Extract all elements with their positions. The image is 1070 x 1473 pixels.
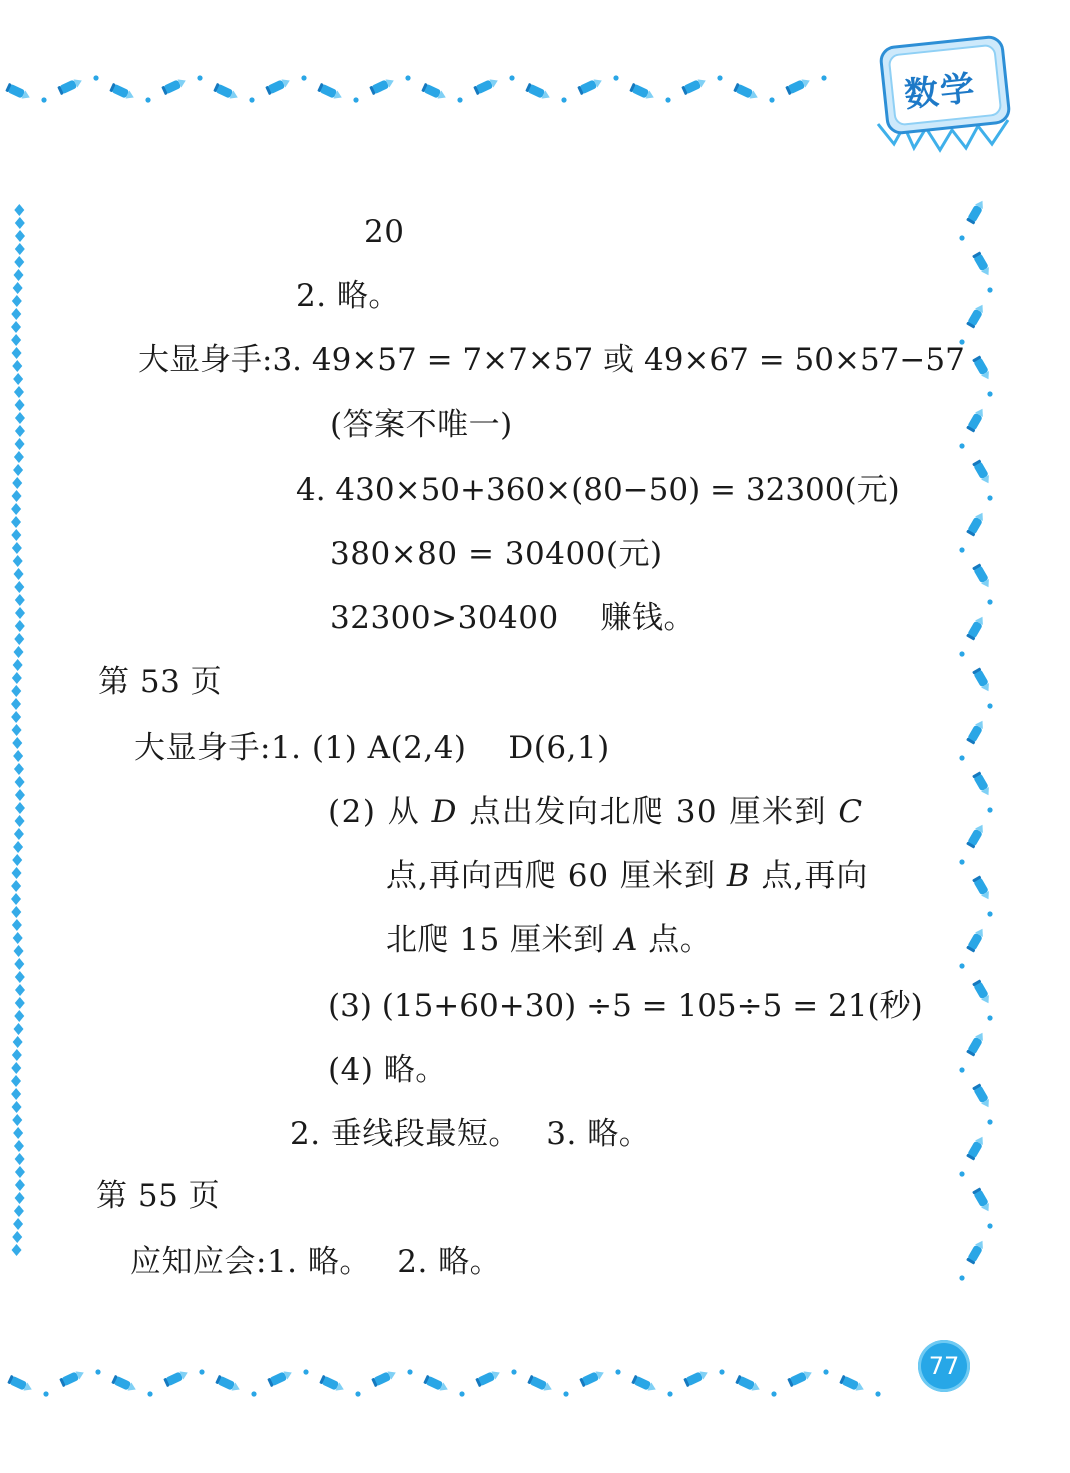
answer-line: 大显身手:3. 49×57 = 7×7×57 或 49×67 = 50×57−57	[138, 342, 965, 378]
answer-line: (4) 略。	[328, 1052, 447, 1088]
answer-line: 2. 垂线段最短。 3. 略。	[290, 1116, 651, 1152]
answer-line: 380×80 = 30400(元)	[330, 536, 663, 572]
answer-line: (3) (15+60+30) ÷5 = 105÷5 = 21(秒)	[328, 988, 923, 1024]
page-number: 77	[928, 1352, 960, 1380]
subject-badge-label: 数学	[902, 68, 979, 116]
answer-line: 应知应会:1. 略。 2. 略。	[130, 1244, 502, 1280]
answer-line: 2. 略。	[296, 278, 400, 314]
answer-line: 大显身手:1. (1) A(2,4) D(6,1)	[134, 730, 610, 766]
answer-line: 北爬 15 厘米到 A 点。	[386, 922, 712, 958]
answer-line: 20	[364, 214, 405, 250]
answer-line: 点,再向西爬 60 厘米到 B 点,再向	[386, 858, 869, 894]
answer-line: (2) 从 D 点出发向北爬 30 厘米到 C	[328, 794, 864, 830]
page-heading: 第 55 页	[96, 1178, 221, 1214]
answer-note: (答案不唯一)	[330, 407, 513, 443]
answer-line: 4. 430×50+360×(80−50) = 32300(元)	[296, 472, 900, 508]
answer-line: 32300>30400 赚钱。	[330, 600, 696, 636]
page-heading: 第 53 页	[98, 664, 223, 700]
